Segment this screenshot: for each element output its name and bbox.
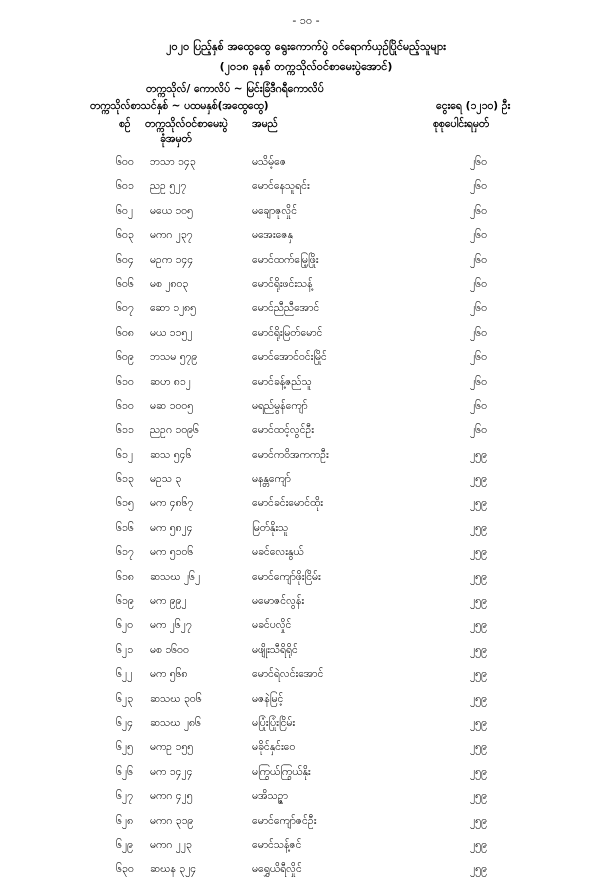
- row-number: ၆၀၄: [116, 253, 134, 266]
- exam-roll-number: ဆသဃ ၃၀၆: [150, 692, 202, 705]
- row-number: ၆၁၉: [116, 595, 134, 608]
- row-number: ၆၂၂: [116, 668, 133, 681]
- candidate-name: မသိမ့်ဇေ: [252, 156, 287, 168]
- row-number: ၆၂၉: [116, 838, 133, 851]
- candidate-name: မောင်အောင်ဝင်းမြိုင်: [252, 351, 327, 364]
- table-row: [0, 693, 612, 717]
- row-number: ၆၁၆: [116, 521, 134, 534]
- exam-roll-number: ဆော ၁၂၈၅: [150, 302, 197, 315]
- row-number: ၆၁၃: [116, 473, 134, 486]
- total-count-label: ငွေးရေ (၁၂၁၀) ဦး: [436, 100, 511, 112]
- total-score: ၂၅၉: [470, 546, 487, 559]
- exam-roll-number: ညဥဂ ၁၀၉၆: [150, 424, 199, 437]
- table-row: [0, 229, 612, 253]
- candidate-name: မောင်ညီညီအောင်: [252, 302, 320, 315]
- results-table: [0, 156, 612, 888]
- exam-roll-number: ဆသ ၅၄၆: [150, 448, 192, 461]
- table-row: [0, 424, 612, 448]
- candidate-name: မောင်ကျော်ဇင်ဦး: [252, 814, 317, 827]
- row-number: ၆၀၇: [116, 302, 134, 315]
- table-row: [0, 717, 612, 741]
- exam-roll-number: မယ ၁၁၅၂: [150, 326, 193, 339]
- candidate-name: မချောဇုလှိုင်: [252, 204, 298, 217]
- row-number: ၆၂၃: [116, 692, 133, 705]
- table-row: [0, 546, 612, 570]
- table-row: [0, 790, 612, 814]
- exam-roll-number: မကဥ ၁၅၅: [150, 741, 194, 754]
- exam-roll-number: မက ၅၈၂၄: [150, 521, 193, 534]
- total-score: ၂၆၀: [470, 277, 487, 290]
- row-number: ၆၀၀: [116, 156, 134, 168]
- table-row: [0, 180, 612, 204]
- row-number: ၆၁၀: [116, 399, 134, 412]
- candidate-name: မောင်ကဝိအကကဦး: [252, 448, 329, 461]
- exam-roll-number: ဘသာ ၁၄၃: [150, 156, 196, 168]
- row-number: ၆၂၁: [116, 643, 133, 656]
- exam-roll-number: မက ၄၈၆၇: [150, 497, 194, 510]
- candidate-name: မောင်ကျော်ဖိုးငြိမ်း: [252, 570, 321, 583]
- candidate-name: မောင်ရဲလင်းအောင်: [252, 668, 324, 681]
- total-score: ၂၆၀: [470, 399, 487, 412]
- exam-roll-number: မကဂ ၄၂၅: [150, 790, 193, 803]
- row-number: ၆၁၀: [116, 375, 134, 388]
- candidate-name: မြတ်နိုးသူ: [252, 521, 289, 534]
- table-row: [0, 863, 612, 887]
- exam-roll-number: မကဂ ၂၂၃: [150, 838, 192, 851]
- candidate-name: မရည်မွန်ကျော်: [252, 399, 308, 412]
- candidate-name: မောင်ရိုးမြတ်မောင်: [252, 326, 323, 339]
- candidate-name: မဇနဲမြင့်: [252, 692, 284, 705]
- exam-roll-number: ဆဟ ၈၁၂: [150, 375, 191, 388]
- row-number: ၆၁၁: [116, 424, 134, 437]
- year-label: တက္ကသိုလ်စာသင်နှစ် ~ ပထမနှစ်(အထွေထွေ): [90, 100, 269, 112]
- candidate-name: မောင်နေသူရင်း: [252, 180, 310, 193]
- candidate-name: မခိုင်နှင်းဝေ: [252, 741, 296, 754]
- table-row: [0, 668, 612, 692]
- table-row: [0, 351, 612, 375]
- department-label: တက္ကသိုလ်/ ကောလိပ် ~ မြင်းခြံဒီဂရီကောလိပ်: [146, 83, 324, 95]
- exam-roll-number: မစ ၁၆၀၀: [150, 643, 189, 656]
- total-score: ၂၅၉: [470, 814, 487, 827]
- candidate-name: မောင်ခင်းမောင်ထိုး: [252, 497, 323, 510]
- exam-roll-number: မကဂ ၃၁၉: [150, 814, 194, 827]
- total-score: ၂၆၀: [470, 375, 487, 388]
- candidate-name: မခင်ပလှိုင်: [252, 619, 292, 632]
- row-number: ၆၀၈: [116, 326, 134, 339]
- total-score: ၂၅၉: [470, 838, 487, 851]
- total-score: ၂၅၉: [470, 741, 487, 754]
- column-header-name: အမည်: [252, 118, 278, 130]
- row-number: ၆၂၀: [116, 619, 133, 632]
- exam-roll-number: ဘသမ ၅၇၉: [150, 351, 198, 364]
- column-header-exam: တက္ကသိုလ်ဝင်စာမေးပွဲ: [145, 118, 228, 130]
- exam-roll-number: ဆဃန ၃၂၄: [150, 863, 197, 876]
- total-score: ၂၅၉: [470, 668, 487, 681]
- total-score: ၂၅၉: [470, 765, 487, 778]
- row-number: ၆၀၉: [116, 351, 134, 364]
- table-row: [0, 595, 612, 619]
- column-header-roll: ခုံအမှတ်: [160, 133, 192, 145]
- table-row: [0, 571, 612, 595]
- document-subtitle: (၂၀၁၈ ခုနှစ် တက္ကသိုလ်ဝင်စာမေးပွဲအောင်): [219, 60, 393, 73]
- total-score: ၂၅၉: [470, 863, 487, 876]
- row-number: ၆၁၈: [116, 570, 134, 583]
- candidate-name: မမောဇင်လွန်း: [252, 595, 305, 608]
- row-number: ၆၂၇: [116, 790, 133, 803]
- table-row: [0, 644, 612, 668]
- candidate-name: မခင်လေးနွယ်: [252, 546, 304, 559]
- exam-roll-number: ညဥ ၅၂၇: [150, 180, 187, 193]
- total-score: ၂၆၀: [470, 229, 487, 242]
- total-score: ၂၅၉: [470, 521, 487, 534]
- total-score: ၂၅၉: [470, 473, 487, 486]
- total-score: ၂၅၉: [470, 692, 487, 705]
- table-row: [0, 205, 612, 229]
- candidate-name: မောင်ထင့်လွင်ဦး: [252, 424, 314, 437]
- document-title: ၂၀၂၀ ပြည့်နှစ် အထွေထွေ ရွေးကောက်ပွဲ ဝင်ရောက်ယှဉ်ပြိုင်မည့်သူများ: [166, 40, 446, 53]
- total-score: ၂၆၀: [470, 253, 487, 266]
- table-row: [0, 327, 612, 351]
- candidate-name: မဖျိုးသီရိရိုင်: [252, 643, 298, 656]
- table-row: [0, 766, 612, 790]
- total-score: ၂၆၀: [470, 326, 487, 339]
- row-number: ၆၀၂: [116, 204, 133, 217]
- row-number: ၆၁၇: [116, 546, 134, 559]
- exam-roll-number: မဥက ၁၄၄: [150, 253, 194, 266]
- candidate-name: မောင်သန့်ဇင်: [252, 838, 302, 851]
- total-score: ၂၆၀: [470, 351, 487, 364]
- table-row: [0, 522, 612, 546]
- exam-roll-number: မဆ ၁၀၀၅: [150, 399, 194, 412]
- page-number: - ၁၀ -: [292, 14, 320, 27]
- table-row: [0, 278, 612, 302]
- row-number: ၆၂၄: [116, 716, 133, 729]
- table-row: [0, 376, 612, 400]
- row-number: ၆၂၈: [116, 814, 134, 827]
- candidate-name: မရွှေယိရီလှိုင်: [252, 863, 302, 876]
- table-row: [0, 156, 612, 180]
- total-score: ၂၆၀: [470, 424, 487, 437]
- candidate-name: မနန္တကျော်: [252, 473, 291, 486]
- row-number: ၆၀၆: [116, 277, 134, 290]
- exam-roll-number: ဆသဃ ၂၆၂: [150, 570, 201, 583]
- total-score: ၂၅၉: [470, 497, 487, 510]
- table-row: [0, 741, 612, 765]
- exam-roll-number: ဆသဃ ၂၈၆: [150, 716, 201, 729]
- exam-roll-number: မဥသ ၃: [150, 473, 182, 486]
- table-row: [0, 449, 612, 473]
- total-score: ၂၅၉: [470, 643, 487, 656]
- total-score: ၂၅၉: [470, 570, 487, 583]
- column-header-score: စုစုပေါင်းရမှတ်: [433, 118, 490, 130]
- candidate-name: မပြုံးပြုံးငြိမ်း: [252, 716, 296, 729]
- table-row: [0, 254, 612, 278]
- exam-roll-number: မက ၅၁၀၆: [150, 546, 194, 559]
- candidate-name: မအေးဇေနှ: [252, 229, 293, 242]
- total-score: ၂၅၉: [470, 716, 487, 729]
- total-score: ၂၆၀: [470, 204, 487, 217]
- candidate-name: မောင်ရိုးဖင်းသန့်: [252, 277, 313, 290]
- exam-roll-number: မက ၁၄၂၄: [150, 765, 193, 778]
- row-number: ၆၃၀: [116, 863, 134, 876]
- candidate-name: မောင်ခန့်ဇည်သူ: [252, 375, 312, 388]
- row-number: ၆၀၁: [116, 180, 134, 193]
- total-score: ၂၆၀: [470, 180, 487, 193]
- exam-roll-number: မကဂ ၂၃၇: [150, 229, 193, 242]
- table-row: [0, 302, 612, 326]
- exam-roll-number: မက ၉၉၂: [150, 595, 187, 608]
- candidate-name: မောင်ထက်မြေ့ဖြိုး: [252, 253, 319, 266]
- candidate-name: မကြွယ်ကြွယ်နိုး: [252, 765, 311, 778]
- exam-roll-number: မယေ ၁၀၅: [150, 204, 193, 217]
- exam-roll-number: မစ ၂၈၀၃: [150, 277, 189, 290]
- table-row: [0, 815, 612, 839]
- table-row: [0, 619, 612, 643]
- total-score: ၂၆၀: [470, 156, 487, 168]
- exam-roll-number: မက ၂၆၂၇: [150, 619, 192, 632]
- exam-roll-number: မက ၅၆၈: [150, 668, 188, 681]
- total-score: ၂၅၉: [470, 619, 487, 632]
- table-row: [0, 497, 612, 521]
- column-header-no: စဉ်: [119, 118, 131, 130]
- total-score: ၂၅၉: [470, 448, 487, 461]
- row-number: ၆၁၅: [116, 497, 134, 510]
- row-number: ၆၂၆: [116, 765, 133, 778]
- table-row: [0, 473, 612, 497]
- row-number: ၆၂၅: [116, 741, 133, 754]
- total-score: ၂၆၀: [470, 302, 487, 315]
- table-row: [0, 839, 612, 863]
- row-number: ၆၀၃: [116, 229, 134, 242]
- candidate-name: မအိသဉ္ဇာ: [252, 790, 288, 803]
- total-score: ၂၅၉: [470, 595, 487, 608]
- total-score: ၂၅၉: [470, 790, 487, 803]
- row-number: ၆၁၂: [116, 448, 133, 461]
- table-row: [0, 400, 612, 424]
